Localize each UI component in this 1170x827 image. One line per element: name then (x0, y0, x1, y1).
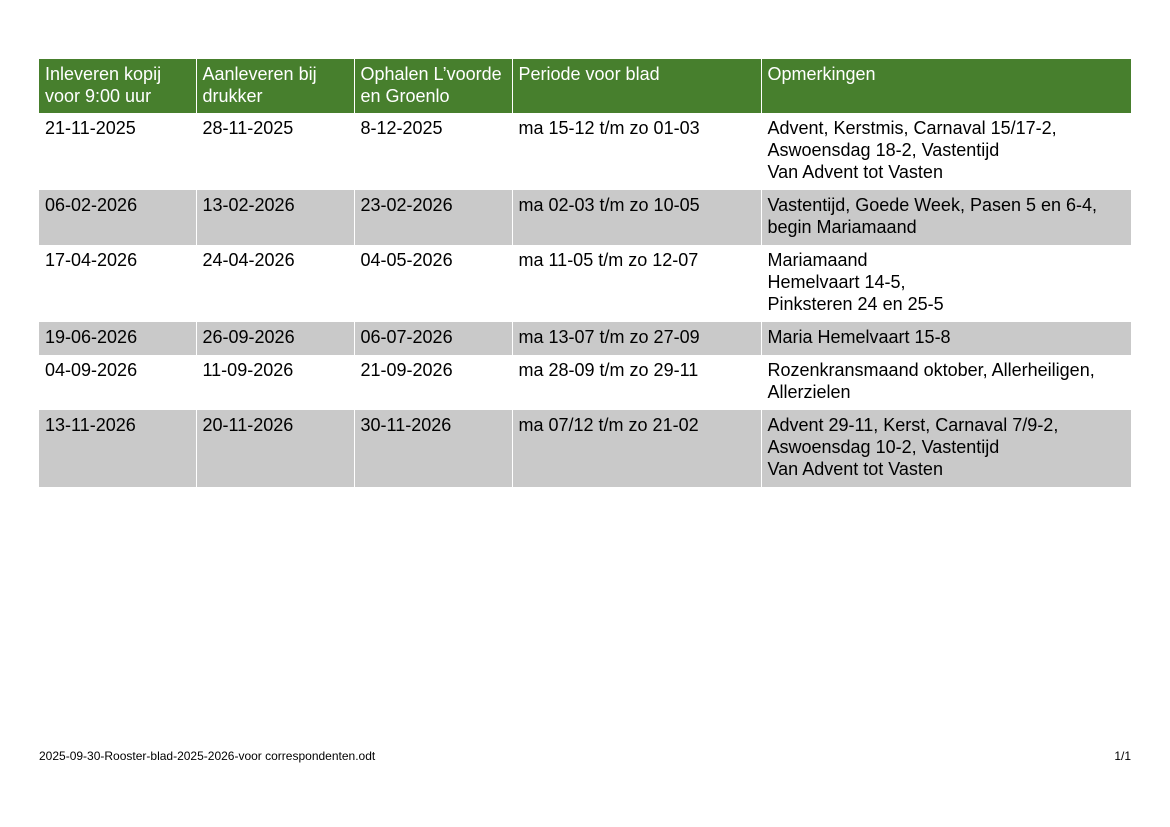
column-header-aanleveren: Aanleveren bij drukker (196, 59, 354, 113)
cell-inleveren: 19-06-2026 (39, 322, 196, 355)
opmerking-line: Mariamaand (767, 250, 868, 270)
cell-inleveren: 06-02-2026 (39, 190, 196, 245)
schedule-table (39, 59, 1132, 487)
opmerking-line: Rozenkransmaand oktober, Allerheiligen, Allerzielen (767, 360, 1095, 402)
table-body (39, 113, 1131, 487)
opmerking-line: Advent, Kerstmis, Carnaval 15/17-2, Aswoensdag 18-2, Vastentijd (767, 118, 1057, 160)
cell-aanleveren: 20-11-2026 (196, 410, 354, 487)
opmerking-line: Hemelvaart 14-5, (767, 272, 906, 292)
opmerking-line: Advent 29-11, Kerst, Carnaval 7/9-2, Aswoensdag 10-2, Vastentijd (767, 415, 1059, 457)
header-row (39, 59, 1131, 113)
cell-opmerkingen (761, 355, 1131, 410)
table-row (39, 113, 1131, 190)
cell-opmerkingen (761, 190, 1131, 245)
cell-inleveren: 04-09-2026 (39, 355, 196, 410)
column-header-ophalen: Ophalen L’voorde en Groenlo (354, 59, 512, 113)
opmerking-line: Maria Hemelvaart 15-8 (767, 327, 951, 347)
column-header-opmerkingen: Opmerkingen (761, 59, 1131, 113)
cell-aanleveren: 13-02-2026 (196, 190, 354, 245)
cell-ophalen: 23-02-2026 (354, 190, 512, 245)
cell-opmerkingen (761, 410, 1131, 487)
cell-periode: ma 11-05 t/m zo 12-07 (512, 245, 761, 322)
opmerking-line: Pinksteren 24 en 25-5 (767, 294, 944, 314)
cell-periode: ma 02-03 t/m zo 10-05 (512, 190, 761, 245)
footer-filename: 2025-09-30-Rooster-blad-2025-2026-voor correspondenten.odt (39, 749, 376, 763)
footer-page-number: 1/1 (1114, 749, 1131, 763)
table-row (39, 190, 1131, 245)
cell-periode: ma 13-07 t/m zo 27-09 (512, 322, 761, 355)
cell-ophalen: 21-09-2026 (354, 355, 512, 410)
cell-aanleveren: 26-09-2026 (196, 322, 354, 355)
cell-ophalen: 30-11-2026 (354, 410, 512, 487)
cell-inleveren: 17-04-2026 (39, 245, 196, 322)
table-header (39, 59, 1131, 113)
table-row (39, 322, 1131, 355)
cell-opmerkingen (761, 322, 1131, 355)
column-header-inleveren: Inleveren kopij voor 9:00 uur (39, 59, 196, 113)
cell-ophalen: 8-12-2025 (354, 113, 512, 190)
cell-periode: ma 07/12 t/m zo 21-02 (512, 410, 761, 487)
cell-opmerkingen (761, 245, 1131, 322)
cell-periode: ma 15-12 t/m zo 01-03 (512, 113, 761, 190)
cell-aanleveren: 24-04-2026 (196, 245, 354, 322)
cell-opmerkingen (761, 113, 1131, 190)
opmerking-line: Van Advent tot Vasten (767, 162, 943, 182)
cell-ophalen: 06-07-2026 (354, 322, 512, 355)
cell-inleveren: 21-11-2025 (39, 113, 196, 190)
column-header-periode: Periode voor blad (512, 59, 761, 113)
cell-aanleveren: 11-09-2026 (196, 355, 354, 410)
cell-ophalen: 04-05-2026 (354, 245, 512, 322)
table-row (39, 355, 1131, 410)
cell-aanleveren: 28-11-2025 (196, 113, 354, 190)
table-row (39, 410, 1131, 487)
opmerking-line: Van Advent tot Vasten (767, 459, 943, 479)
table-row (39, 245, 1131, 322)
opmerking-line: Vastentijd, Goede Week, Pasen 5 en 6-4, begin Mariamaand (767, 195, 1098, 237)
cell-inleveren: 13-11-2026 (39, 410, 196, 487)
cell-periode: ma 28-09 t/m zo 29-11 (512, 355, 761, 410)
